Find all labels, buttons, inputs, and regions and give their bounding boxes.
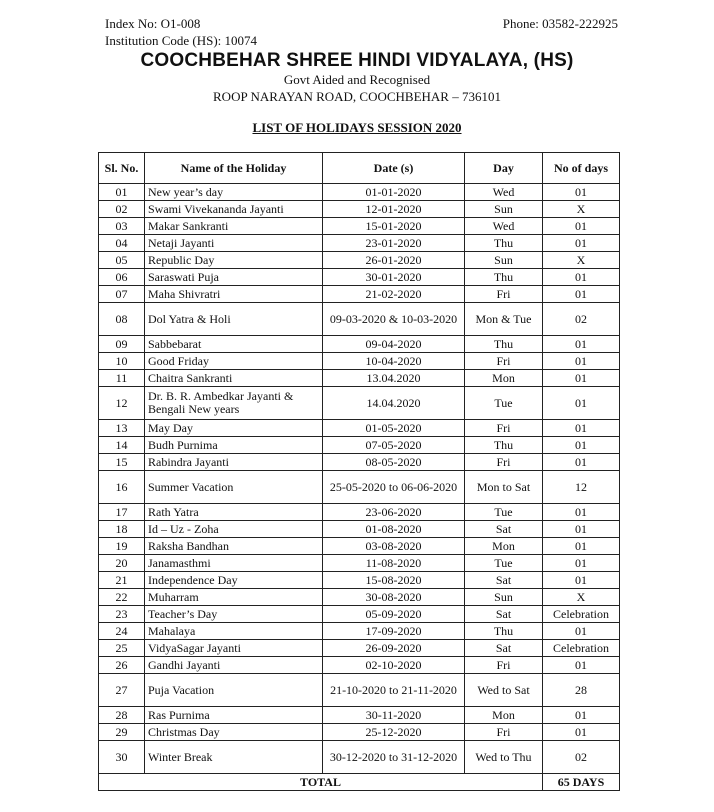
school-status: Govt Aided and Recognised — [283, 72, 431, 87]
table-row — [99, 538, 620, 555]
cell-holiday-name: Teacher’s Day — [145, 606, 323, 623]
cell-day: Wed — [465, 218, 543, 235]
cell-date: 23-06-2020 — [323, 504, 465, 521]
cell-date: 25-12-2020 — [323, 724, 465, 741]
cell-no-of-days: 01 — [543, 235, 620, 252]
cell-sl: 18 — [99, 521, 145, 538]
cell-date: 03-08-2020 — [323, 538, 465, 555]
table-header-row — [99, 153, 620, 184]
cell-date: 21-10-2020 to 21-11-2020 — [323, 674, 465, 707]
cell-sl: 28 — [99, 707, 145, 724]
school-name: COOCHBEHAR SHREE HINDI VIDYALAYA, (HS) — [140, 50, 574, 71]
cell-sl: 02 — [99, 201, 145, 218]
cell-date: 10-04-2020 — [323, 353, 465, 370]
cell-no-of-days: 01 — [543, 572, 620, 589]
holidays-table — [98, 152, 620, 791]
cell-date: 14.04.2020 — [323, 387, 465, 420]
cell-day: Fri — [465, 353, 543, 370]
cell-sl: 27 — [99, 674, 145, 707]
total-row — [99, 774, 620, 791]
list-title — [0, 120, 714, 135]
total-label: TOTAL — [99, 774, 543, 791]
cell-sl: 04 — [99, 235, 145, 252]
cell-holiday-name: Rath Yatra — [145, 504, 323, 521]
col-header-sl: Sl. No. — [99, 153, 145, 184]
cell-sl: 22 — [99, 589, 145, 606]
cell-date: 15-01-2020 — [323, 218, 465, 235]
cell-sl: 20 — [99, 555, 145, 572]
table-row — [99, 504, 620, 521]
cell-sl: 14 — [99, 437, 145, 454]
cell-holiday-name: Makar Sankranti — [145, 218, 323, 235]
cell-holiday-name: Swami Vivekananda Jayanti — [145, 201, 323, 218]
cell-no-of-days: 01 — [543, 724, 620, 741]
cell-holiday-name: Good Friday — [145, 353, 323, 370]
table-row — [99, 454, 620, 471]
cell-day: Sun — [465, 252, 543, 269]
cell-sl: 08 — [99, 303, 145, 336]
cell-day: Wed — [465, 184, 543, 201]
cell-no-of-days: 01 — [543, 555, 620, 572]
col-header-day: Day — [465, 153, 543, 184]
cell-sl: 19 — [99, 538, 145, 555]
cell-no-of-days: 01 — [543, 623, 620, 640]
table-row — [99, 353, 620, 370]
table-row — [99, 606, 620, 623]
table-row — [99, 555, 620, 572]
cell-sl: 25 — [99, 640, 145, 657]
cell-holiday-name: Janamasthmi — [145, 555, 323, 572]
cell-holiday-name: Dr. B. R. Ambedkar Jayanti & Bengali New years — [145, 387, 323, 420]
cell-date: 30-08-2020 — [323, 589, 465, 606]
cell-day: Wed to Thu — [465, 741, 543, 774]
cell-no-of-days: 01 — [543, 353, 620, 370]
cell-no-of-days: 28 — [543, 674, 620, 707]
cell-holiday-name: Netaji Jayanti — [145, 235, 323, 252]
table-row — [99, 623, 620, 640]
cell-date: 26-09-2020 — [323, 640, 465, 657]
cell-day: Tue — [465, 555, 543, 572]
cell-sl: 23 — [99, 606, 145, 623]
cell-day: Fri — [465, 286, 543, 303]
cell-holiday-name: Winter Break — [145, 741, 323, 774]
cell-holiday-name: Budh Purnima — [145, 437, 323, 454]
cell-holiday-name: Puja Vacation — [145, 674, 323, 707]
cell-holiday-name: Republic Day — [145, 252, 323, 269]
cell-day: Thu — [465, 623, 543, 640]
school-address: ROOP NARAYAN ROAD, COOCHBEHAR – 736101 — [213, 89, 501, 104]
holiday-rows — [99, 184, 620, 774]
cell-holiday-name: Maha Shivratri — [145, 286, 323, 303]
cell-holiday-name: Rabindra Jayanti — [145, 454, 323, 471]
cell-no-of-days: 01 — [543, 286, 620, 303]
cell-holiday-name: Summer Vacation — [145, 471, 323, 504]
table-row — [99, 471, 620, 504]
cell-date: 21-02-2020 — [323, 286, 465, 303]
cell-day: Fri — [465, 724, 543, 741]
cell-no-of-days: 02 — [543, 303, 620, 336]
cell-day: Tue — [465, 387, 543, 420]
cell-no-of-days: 01 — [543, 336, 620, 353]
cell-holiday-name: Dol Yatra & Holi — [145, 303, 323, 336]
cell-day: Mon & Tue — [465, 303, 543, 336]
cell-day: Sun — [465, 589, 543, 606]
col-header-name: Name of the Holiday — [145, 153, 323, 184]
table-row — [99, 336, 620, 353]
cell-holiday-name: Muharram — [145, 589, 323, 606]
cell-date: 25-05-2020 to 06-06-2020 — [323, 471, 465, 504]
table-row — [99, 657, 620, 674]
table-row — [99, 218, 620, 235]
cell-day: Thu — [465, 437, 543, 454]
cell-no-of-days: X — [543, 252, 620, 269]
table-row — [99, 420, 620, 437]
cell-date: 30-12-2020 to 31-12-2020 — [323, 741, 465, 774]
cell-date: 01-08-2020 — [323, 521, 465, 538]
cell-holiday-name: Gandhi Jayanti — [145, 657, 323, 674]
cell-holiday-name: Id – Uz - Zoha — [145, 521, 323, 538]
cell-no-of-days: 01 — [543, 538, 620, 555]
cell-sl: 05 — [99, 252, 145, 269]
cell-no-of-days: 01 — [543, 437, 620, 454]
cell-day: Sat — [465, 640, 543, 657]
cell-date: 17-09-2020 — [323, 623, 465, 640]
col-header-days: No of days — [543, 153, 620, 184]
cell-sl: 07 — [99, 286, 145, 303]
cell-no-of-days: 12 — [543, 471, 620, 504]
cell-day: Mon to Sat — [465, 471, 543, 504]
cell-no-of-days: 01 — [543, 521, 620, 538]
cell-no-of-days: 01 — [543, 657, 620, 674]
cell-no-of-days: X — [543, 589, 620, 606]
cell-date: 15-08-2020 — [323, 572, 465, 589]
cell-day: Mon — [465, 707, 543, 724]
cell-day: Mon — [465, 370, 543, 387]
cell-holiday-name: Saraswati Puja — [145, 269, 323, 286]
cell-no-of-days: 01 — [543, 707, 620, 724]
table-row — [99, 252, 620, 269]
cell-no-of-days: 01 — [543, 269, 620, 286]
cell-day: Sat — [465, 521, 543, 538]
cell-date: 23-01-2020 — [323, 235, 465, 252]
cell-day: Sat — [465, 606, 543, 623]
index-number: Index No: O1-008 — [105, 16, 201, 31]
table-row — [99, 370, 620, 387]
table-row — [99, 674, 620, 707]
cell-date: 09-04-2020 — [323, 336, 465, 353]
cell-date: 08-05-2020 — [323, 454, 465, 471]
cell-day: Thu — [465, 336, 543, 353]
table-row — [99, 589, 620, 606]
cell-sl: 01 — [99, 184, 145, 201]
cell-sl: 13 — [99, 420, 145, 437]
table-row — [99, 521, 620, 538]
cell-date: 09-03-2020 & 10-03-2020 — [323, 303, 465, 336]
cell-sl: 09 — [99, 336, 145, 353]
cell-no-of-days: 01 — [543, 370, 620, 387]
cell-no-of-days: 01 — [543, 387, 620, 420]
cell-date: 01-05-2020 — [323, 420, 465, 437]
cell-holiday-name: Ras Purnima — [145, 707, 323, 724]
cell-holiday-name: New year’s day — [145, 184, 323, 201]
cell-date: 12-01-2020 — [323, 201, 465, 218]
cell-date: 01-01-2020 — [323, 184, 465, 201]
phone-number: Phone: 03582-222925 — [502, 16, 618, 31]
cell-day: Mon — [465, 538, 543, 555]
cell-sl: 26 — [99, 657, 145, 674]
cell-day: Fri — [465, 420, 543, 437]
cell-sl: 06 — [99, 269, 145, 286]
cell-sl: 03 — [99, 218, 145, 235]
cell-no-of-days: Celebration — [543, 606, 620, 623]
table-row — [99, 387, 620, 420]
cell-holiday-name: May Day — [145, 420, 323, 437]
cell-no-of-days: 01 — [543, 218, 620, 235]
cell-no-of-days: 02 — [543, 741, 620, 774]
cell-no-of-days: 01 — [543, 454, 620, 471]
table-row — [99, 201, 620, 218]
cell-no-of-days: X — [543, 201, 620, 218]
cell-holiday-name: Independence Day — [145, 572, 323, 589]
total-value: 65 DAYS — [543, 774, 620, 791]
cell-day: Fri — [465, 657, 543, 674]
table-row — [99, 724, 620, 741]
cell-sl: 30 — [99, 741, 145, 774]
table-row — [99, 286, 620, 303]
cell-date: 30-01-2020 — [323, 269, 465, 286]
table-row — [99, 640, 620, 657]
cell-holiday-name: Sabbebarat — [145, 336, 323, 353]
cell-no-of-days: 01 — [543, 184, 620, 201]
cell-holiday-name: Raksha Bandhan — [145, 538, 323, 555]
cell-sl: 10 — [99, 353, 145, 370]
table-row — [99, 184, 620, 201]
cell-sl: 29 — [99, 724, 145, 741]
institution-code: Institution Code (HS): 10074 — [105, 33, 258, 48]
cell-date: 05-09-2020 — [323, 606, 465, 623]
cell-sl: 16 — [99, 471, 145, 504]
cell-sl: 21 — [99, 572, 145, 589]
cell-day: Fri — [465, 454, 543, 471]
cell-date: 26-01-2020 — [323, 252, 465, 269]
cell-date: 30-11-2020 — [323, 707, 465, 724]
cell-sl: 12 — [99, 387, 145, 420]
cell-day: Wed to Sat — [465, 674, 543, 707]
cell-holiday-name: Chaitra Sankranti — [145, 370, 323, 387]
cell-day: Sat — [465, 572, 543, 589]
col-header-date: Date (s) — [323, 153, 465, 184]
table-row — [99, 303, 620, 336]
list-title-text: LIST OF HOLIDAYS SESSION 2020 — [252, 120, 462, 135]
table-row — [99, 437, 620, 454]
cell-sl: 24 — [99, 623, 145, 640]
cell-holiday-name: Christmas Day — [145, 724, 323, 741]
cell-sl: 17 — [99, 504, 145, 521]
cell-holiday-name: Mahalaya — [145, 623, 323, 640]
cell-sl: 15 — [99, 454, 145, 471]
table-row — [99, 235, 620, 252]
cell-day: Thu — [465, 235, 543, 252]
table-row — [99, 707, 620, 724]
table-row — [99, 572, 620, 589]
cell-no-of-days: 01 — [543, 504, 620, 521]
cell-no-of-days: 01 — [543, 420, 620, 437]
cell-date: 07-05-2020 — [323, 437, 465, 454]
cell-no-of-days: Celebration — [543, 640, 620, 657]
cell-holiday-name: VidyaSagar Jayanti — [145, 640, 323, 657]
cell-day: Sun — [465, 201, 543, 218]
cell-date: 11-08-2020 — [323, 555, 465, 572]
table-row — [99, 269, 620, 286]
cell-day: Tue — [465, 504, 543, 521]
cell-date: 13.04.2020 — [323, 370, 465, 387]
cell-date: 02-10-2020 — [323, 657, 465, 674]
cell-day: Thu — [465, 269, 543, 286]
table-row — [99, 741, 620, 774]
cell-sl: 11 — [99, 370, 145, 387]
